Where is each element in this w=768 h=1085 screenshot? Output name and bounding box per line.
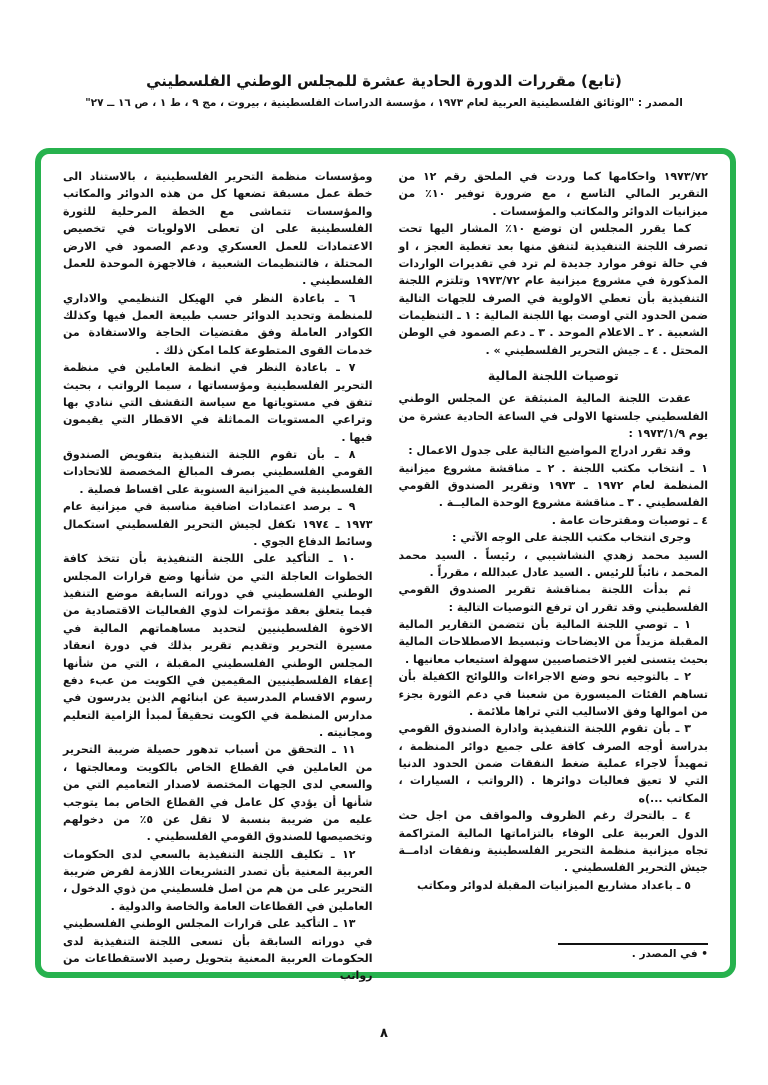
text-columns xyxy=(63,168,709,983)
paragraph: وقد تقرر ادراج المواضيع التالية على جدول الاعمال : xyxy=(408,444,691,458)
paragraph: ٢ ـ بالتوجيه نحو وضع الاجراءات واللوائح الكفيلة بأن تساهم الفئات الميسورة من شعبنا في دعم الثورة بجزء من اموالها وفق الاساليب التي تراها ملائمة . xyxy=(398,670,708,718)
page-title: (تابع) مقررات الدورة الحادية عشرة للمجلس الوطني الفلسطيني xyxy=(146,72,622,90)
document-frame xyxy=(35,148,736,983)
paragraph: كما يقرر المجلس ان توضع ١٠٪ المشار اليها تحت تصرف اللجنة التنفيذية لتنفق منها بعد تغطية العجز ، او في حالة توفر موارد جديدة لم ترد في تقديرات الواردات المذكورة في مشروع ميزانية عام ١٩٧٣/٧٢ وتلتزم اللجنة التنفيذية بأن تعطي الاولوية في الصرف للجهات التالية ضمن الحدود التي اوصت بها اللجنة المالية : ١ ـ التنظيمات الشعبية . ٢ ـ الاعلام الموحد . ٣ ـ دعم الصمود في الوطن المحتل . ٤ ـ جيش التحرير الفلسطيني » . xyxy=(398,222,708,357)
text-column-right xyxy=(399,168,709,960)
paragraph: ٦ ـ باعادة النظر في الهيكل التنظيمي والاداري للمنظمة وتحديد الدوائر حسب طبيعة العمل فيها وكذلك الكوادر العاملة وفق مقتضيات الحاجة والاستفادة من خدمات القوى المتطوعة كلما امكن ذلك . xyxy=(63,291,373,357)
paragraph: السيد محمد زهدي النشاشيبي ، رئيساً . السيد محمد المحمد ، نائباً للرئيس . السيد عادل عبدالله ، مقرراً . xyxy=(398,548,708,579)
section-heading: توصيات اللجنة المالية xyxy=(487,368,619,384)
text-column-left xyxy=(63,168,373,983)
paragraph: ١١ ـ التحقق من أسباب تدهور حصيلة ضريبة التحرير من العاملين في القطاع الخاص بالكويت ومعالجتها ، والسعي لدى الجهات المختصة لاصدار التعاميم التي من شأنها أن يؤدي كل عامل في القطاع الخاص بما يتوجب عليه من ضريبة بنسبة لا تقل عن ٥٪ من دخولهم وتخصيصها للصندوق القومي الفلسطيني . xyxy=(63,743,373,844)
paragraph: ٨ ـ بأن تقوم اللجنة التنفيذية بتفويض الصندوق القومي الفلسطيني بصرف المبالغ المخصصة للاتحادات الفلسطينية في الميزانية السنوية على اقساط فصلية . xyxy=(63,448,373,496)
paragraph: عقدت اللجنة المالية المنبثقة عن المجلس الوطني الفلسطيني جلستها الاولى في الساعة الحادية عشرة من يوم ١٩٧٣/١/٩ : xyxy=(398,392,708,440)
paragraph: ٧ ـ باعادة النظر في انظمة العاملين في منظمة التحرير الفلسطينية ومؤسساتها ، سيما الرواتب ، بحيث تتفق في مستوياتها مع سياسة التقشف التي ننادي بها وتراعي المستويات المماثلة في الاقطار التي يقيمون فيها . xyxy=(63,361,373,444)
paragraph: وجرى انتخاب مكتب اللجنة على الوجه الآتي : xyxy=(452,531,691,545)
paragraph: ١٠ ـ التأكيد على اللجنة التنفيذية بأن تتخذ كافة الخطوات العاجلة التي من شأنها وضع قرارات المجلس الوطني الفلسطيني في دوراته السابقة موضع التنفيذ فيما يتعلق بعقد مؤتمرات لذوي الفعاليات الاقتصادية من الاخوة الفلسطينيين لتحديد مساهماتهم المالية في مسيرة التحرير وتقديم تقرير بذلك في دورة انعقاد المجلس الوطني الفلسطيني المقبلة ، التي من شأنها إعفاء الفلسطينيين المقيمين في الكويت من عبء دفع رسوم الاقسام المدرسية عن ابنائهم الذين يدرسون في مدارس المنظمة في الكويت تحقيقاً لمبدأ الزامية التعليم ومجانيته . xyxy=(63,552,373,739)
paragraph: ١ ـ انتخاب مكتب اللجنة . ٢ ـ مناقشة مشروع ميزانية المنظمة لعام ١٩٧٢ ـ ١٩٧٣ وتقرير الصندوق القومي الفلسطيني . ٣ ـ مناقشة مشروع الوحدة الماليــة . xyxy=(398,461,709,510)
paragraph: ٤ ـ توصيات ومقترحات عامة . xyxy=(551,513,708,527)
paragraph: ومؤسسات منظمة التحرير الفلسطينية ، بالاستناد الى خطة عمل مسبقة تضعها كل من هذه الدوائر والمكاتب والمؤسسات تتماشى مع الخطة المرحلية للثورة الفلسطينية على ان تعطى الاولويات في تخصيص الاعتمادات للعمل العسكري ودعم الصمود في الارض المحتلة ، فالتنظيمات الشعبية ، فالاجهزة الموحدة للعمل الفلسطيني . xyxy=(63,170,373,288)
paragraph: ١ ـ توصي اللجنة المالية بأن تتضمن التقارير المالية المقبلة مزيداً من الايضاحات وتبسيط الاصطلاحات المالية بحيث يتسنى لغير الاختصاصيين سهولة استيعاب معانيها . xyxy=(398,618,708,666)
paragraph: ٤ ـ بالتحرك رغم الظروف والمواقف من اجل حث الدول العربية على الوفاء بالتزاماتها المالية المتراكمة تجاه ميزانية منظمة التحرير الفلسطينية ونفقات ادامــة جيش التحرير الفلسطيني . xyxy=(398,809,708,875)
page-header xyxy=(0,72,768,109)
paragraph: ٥ ـ باعداد مشاريع الميزانيات المقبلة لدوائر ومكاتب xyxy=(417,878,691,892)
paragraph: ١٣ ـ التأكيد على قرارات المجلس الوطني الفلسطيني في دوراته السابقة بأن تسعى اللجنة التنفيذية لدى الحكومات العربية المعنية بتحويل رصيد الاستقطاعات من رواتب xyxy=(63,917,373,983)
footnote: • في المصدر . xyxy=(558,943,708,960)
paragraph: ١٢ ـ تكليف اللجنة التنفيذية بالسعي لدى الحكومات العربية المعنية بأن تصدر التشريعات اللازمة لفرض ضريبة التحرير على من هم من اصل فلسطيني من ذوي الدخول ، العاملين في القطاعات العامة والخاصة والدولية . xyxy=(63,847,373,913)
source-line: المصدر : "الوثائق الفلسطينية العربية لعام ١٩٧٣ ، مؤسسة الدراسات الفلسطينية ، بيروت ، مج ٩ ، ط ١ ، ص ١٦ ــ ٢٧" xyxy=(85,97,683,109)
paragraph: ثم بدأت اللجنة بمناقشة تقرير الصندوق القومي الفلسطيني وقد تقرر ان ترفع التوصيات التالية : xyxy=(398,583,708,614)
paragraph: ٩ ـ برصد اعتمادات اضافية مناسبة في ميزانية عام ١٩٧٣ ـ ١٩٧٤ تكفل لجيش التحرير الفلسطيني استكمال وسائط الدفاع الجوي . xyxy=(63,500,373,548)
page-number: ٨ xyxy=(380,1026,388,1041)
paragraph: ٣ ـ بأن تقوم اللجنة التنفيذية وادارة الصندوق القومي بدراسة أوجه الصرف كافة على جميع دوائر المنظمة ، تمهيداً لاجراء عملية ضغط النفقات ضمن الحدود الدنيا التي لا تعيق فعاليات دوائرها . (الرواتب ، السيارات ، المكاتب ...)ه xyxy=(398,722,708,805)
paragraph: ١٩٧٣/٧٢ واحكامها كما وردت في الملحق رقم ١٢ من التقرير المالي التاسع ، مع ضرورة توفير ١٠٪ من ميزانيات الدوائر والمكاتب والمؤسسات . xyxy=(398,170,708,218)
